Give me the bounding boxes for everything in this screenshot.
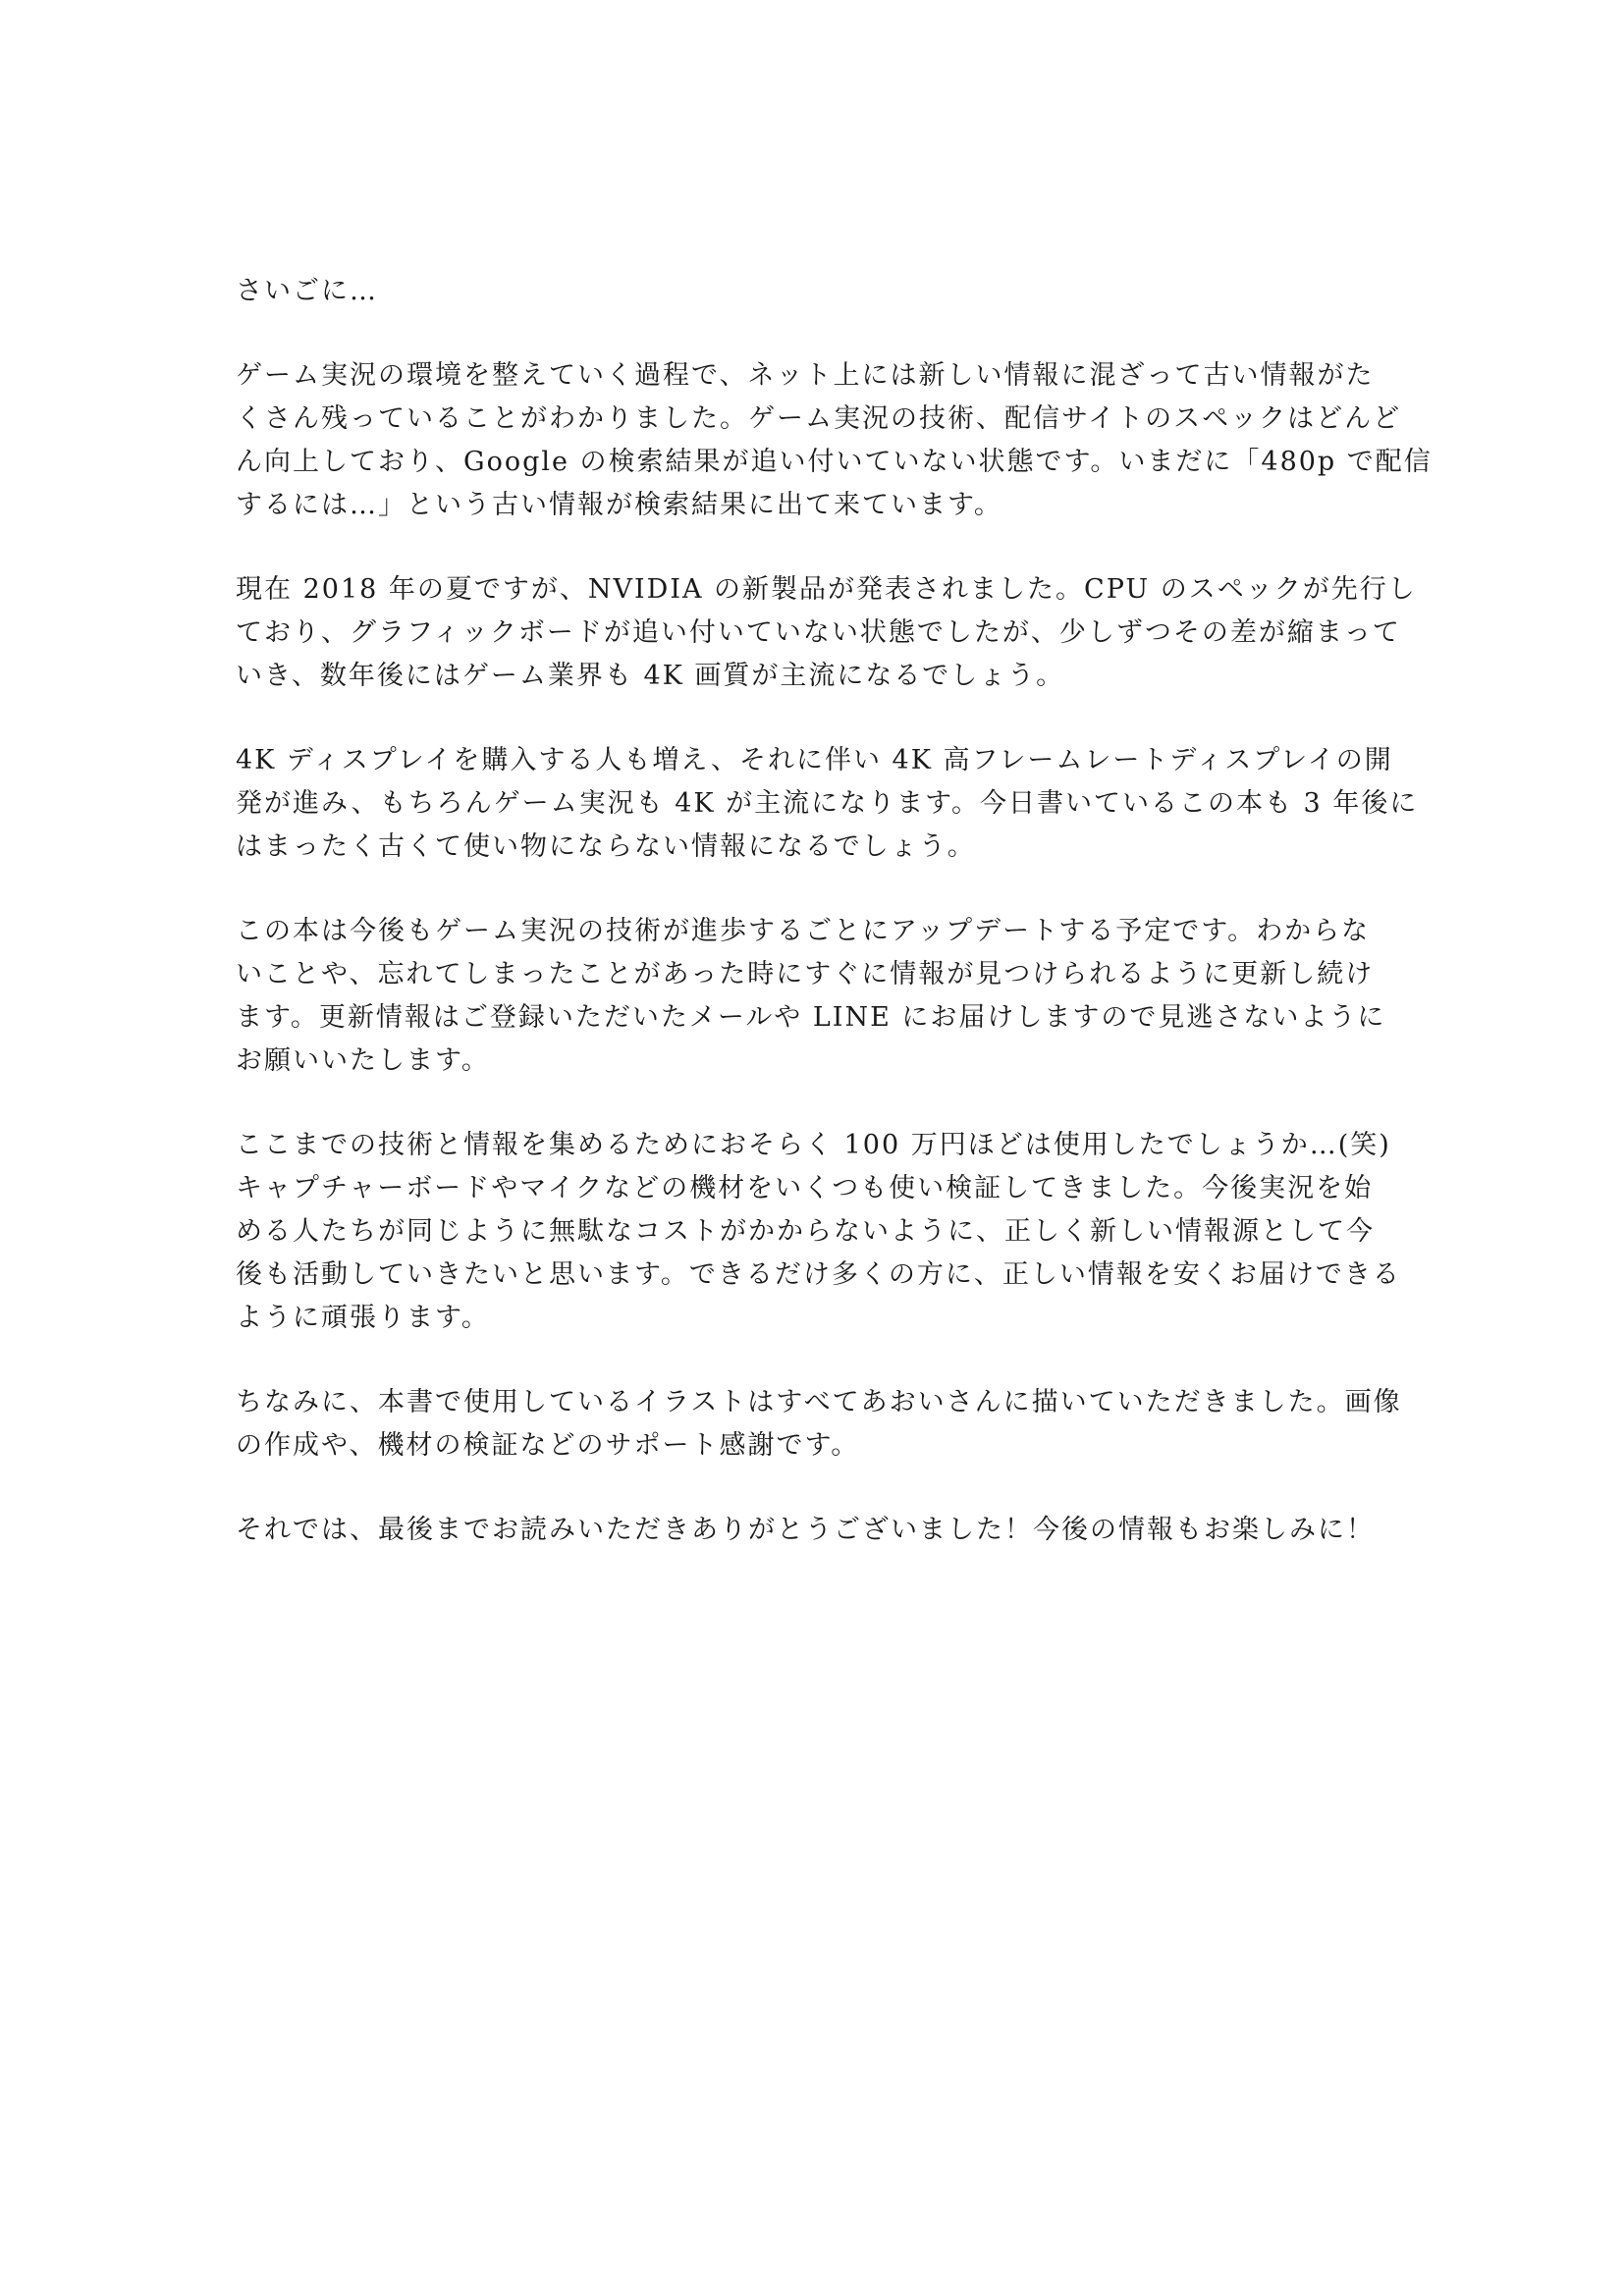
text-line: それでは、最後までお読みいただきありがとうございました！今後の情報もお楽しみに！ [236,1515,1375,1545]
text-line: ており、グラフィックボードが追い付いていない状態でしたが、少しずつその差が縮まって [236,617,1401,648]
text-line: 現在 2018 年の夏ですが、NVIDIA の新製品が発表されました。CPU のスペックが先行し [236,574,1417,605]
text-line: 後も活動していきたいと思います。できるだけ多くの方に、正しい情報を安くお届けできる [236,1259,1401,1290]
text-line: いき、数年後にはゲーム業界も 4K 画質が主流になるでしょう。 [236,661,1065,691]
text-line: める人たちが同じように無駄なコストがかからないように、正しく新しい情報源として今 [236,1216,1375,1247]
paragraph [236,1381,1414,1468]
text-line: 4K ディスプレイを購入する人も増え、それに伴い 4K 高フレームレートディスプレイの開 [236,745,1393,775]
text-line: ように頑張ります。 [236,1303,490,1333]
paragraph [236,739,1419,869]
text-line: くさん残っていることがわかりました。ゲーム実況の技術、配信サイトのスペックはどんど [236,403,1402,434]
paragraph [236,1509,1414,1552]
text-line: はまったく古くて使い物にならない情報になるでしょう。 [236,831,976,862]
text-line: ん向上しており、Google の検索結果が追い付いていない状態です。いまだに「480p で配信 [236,447,1433,477]
paragraph [236,354,1433,527]
text-line: するには…」という古い情報が検索結果に出て来ています。 [236,490,1002,520]
text-line: この本は今後もゲーム実況の技術が進歩するごとにアップデートする予定です。わからな [236,916,1371,946]
text-line: の作成や、機材の検証などのサポート感謝です。 [236,1430,860,1461]
paragraph [236,1124,1414,1340]
text-line: ます。更新情報はご登録いただいたメールや LINE にお届けしますので見逃さないように [236,1002,1386,1033]
text-line: ゲーム実況の環境を整えていく過程で、ネット上には新しい情報に混ざって古い情報がた [236,360,1375,391]
text-line: ここまでの技術と情報を集めるためにおそらく 100 万円ほどは使用したでしょうか…(笑) [236,1130,1391,1160]
text-line: キャプチャーボードやマイクなどの機材をいくつも使い検証してきました。今後実況を始 [236,1173,1374,1203]
text-line: お願いいたします。 [236,1045,490,1076]
text-line: 発が進み、もちろんゲーム実況も 4K が主流になります。今日書いているこの本も 3 年後に [236,788,1419,819]
text-line: ちなみに、本書で使用しているイラストはすべてあおいさんに描いていただきました。画像 [236,1387,1402,1417]
text-line: いことや、忘れてしまったことがあった時にすぐに情報が見つけられるように更新し続け [236,959,1375,989]
paragraph [236,270,1414,313]
paragraph [236,910,1414,1083]
body-text [236,270,1433,1593]
paragraph [236,568,1417,698]
text-line: さいごに… [236,276,378,306]
